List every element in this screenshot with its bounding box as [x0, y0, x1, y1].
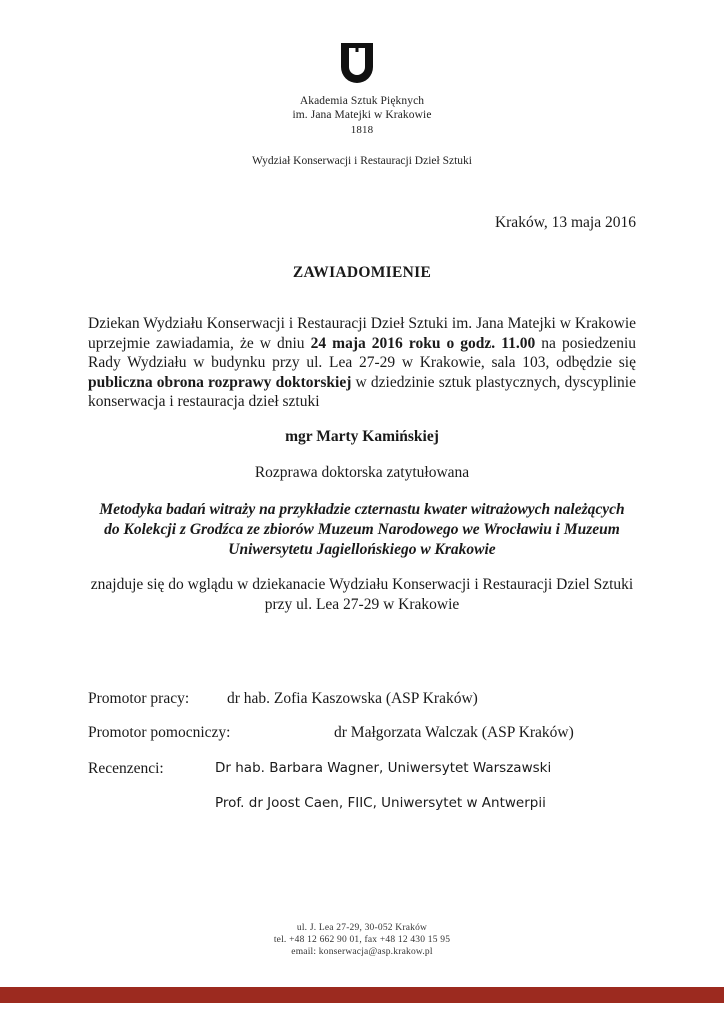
- reviewer-item: Prof. dr Joost Caen, FIIC, Uniwersytet w Antwerpii: [215, 795, 546, 811]
- intro-paragraph: [88, 314, 636, 412]
- asp-crest-icon: [340, 42, 374, 88]
- institution-subtitle: im. Jana Matejki w Krakowie: [292, 109, 432, 121]
- promotor-label: Promotor pracy:: [88, 690, 190, 707]
- footer-email: email: konserwacja@asp.krakow.pl: [291, 947, 433, 957]
- intro-text-2: na posiedzeniu Rady Wydziału w budynku przy ul. Lea 27-29 w Krakowie, sala 103, odbędzie się: [88, 334, 636, 371]
- footer-phone: tel. +48 12 662 90 01, fax +48 12 430 15 95: [273, 935, 451, 945]
- availability-note: znajduje się do wglądu w dziekanacie Wydziału Konserwacji i Restauracji Dziel Sztuki przy ul. Lea 27-29 w Krakowie: [90, 576, 634, 613]
- date-line: Kraków, 13 maja 2016: [494, 214, 636, 231]
- document-title: ZAWIADOMIENIE: [292, 264, 432, 281]
- reviewer-item: Dr hab. Barbara Wagner, Uniwersytet Warszawski: [215, 760, 552, 776]
- defense-type: publiczna obrona rozprawy doktorskiej: [88, 373, 352, 391]
- footer-address: ul. J. Lea 27-29, 30-052 Kraków: [296, 923, 428, 933]
- dissertation-title: Metodyka badań witraży na przykładzie czternastu kwater witrażowych należących do Kolekcji z Grodźca ze zbiorów Muzeum Narodowego we Wrocławiu i Muzeum Uniwersytetu Jagiellońskiego w Krakowie: [99, 501, 625, 558]
- institution-name: Akademia Sztuk Pięknych: [299, 95, 425, 107]
- faculty-name: Wydział Konserwacji i Restauracji Dzieł Sztuki: [252, 155, 472, 167]
- defense-date-time: 24 maja 2016 roku o godz. 11.00: [310, 334, 536, 352]
- reviewers-label: Recenzenci:: [88, 760, 164, 777]
- footer-brand-rule: [0, 987, 724, 1003]
- intro-text-1: Dziekan Wydziału Konserwacji i Restauracji Dzieł Sztuki im. Jana Matejki w Krakowie uprzejmie zawiadamia, że w dniu: [88, 315, 636, 352]
- candidate-name: mgr Marty Kamińskiej: [285, 428, 439, 445]
- auxiliary-promotor-label: Promotor pomocniczy:: [88, 724, 231, 741]
- auxiliary-promotor-value: dr Małgorzata Walczak (ASP Kraków): [334, 724, 574, 741]
- promotor-value: dr hab. Zofia Kaszowska (ASP Kraków): [227, 690, 478, 707]
- dissertation-label: Rozprawa doktorska zatytułowana: [254, 464, 470, 481]
- intro-text-3: w dziedzinie sztuk plastycznych, dyscyplinie konserwacja i restauracja dzieł sztuki: [88, 373, 636, 410]
- founded-year: 1818: [350, 124, 374, 136]
